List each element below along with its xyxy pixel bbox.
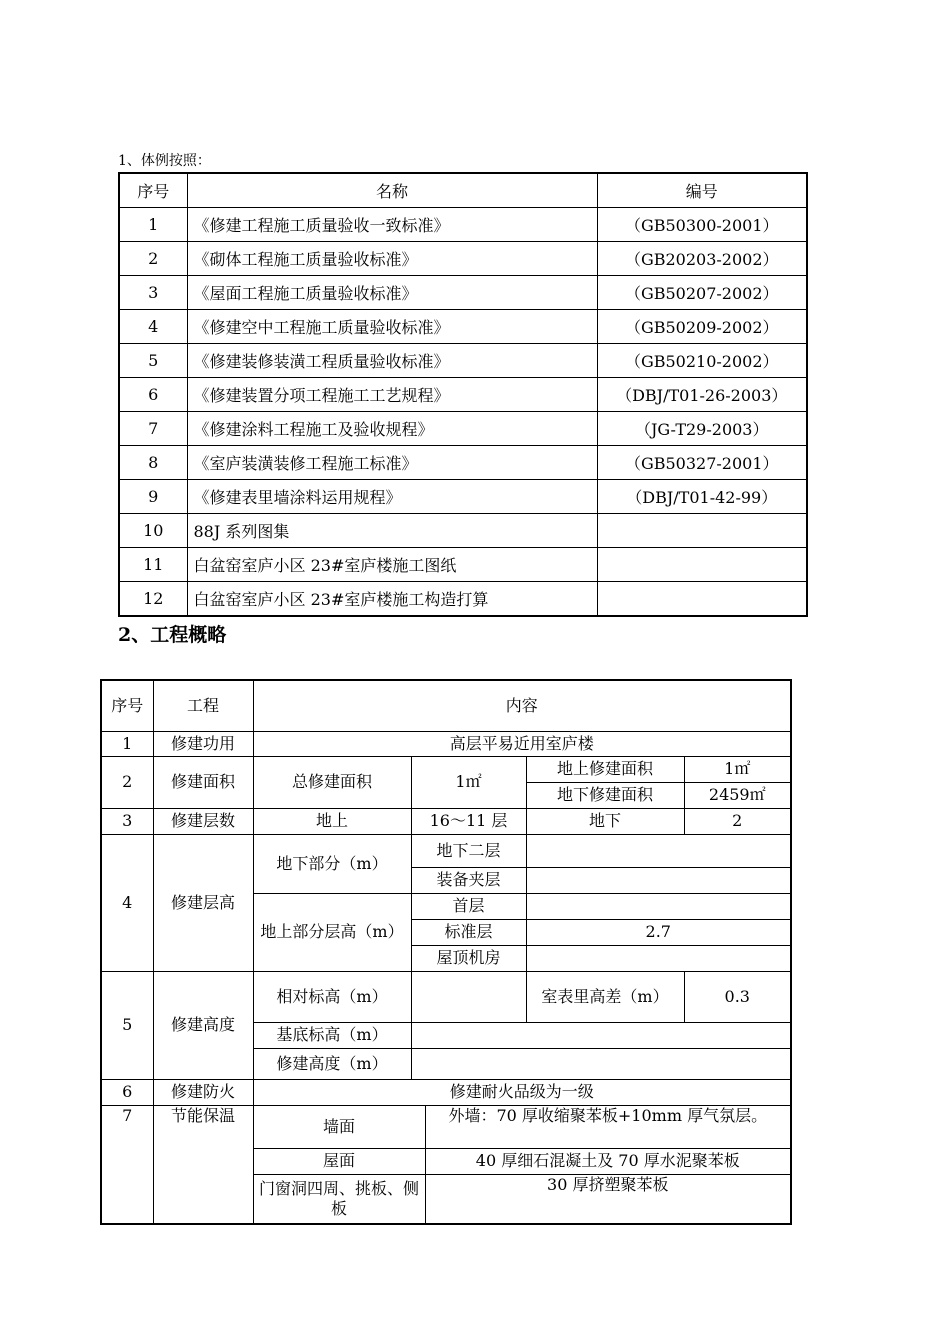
floors-above-value: 16～11 层 [411,808,526,834]
row-no: 5 [119,344,187,378]
standards-row [119,242,807,276]
row-item: 修建功用 [153,731,253,756]
roof-room-value [526,945,791,971]
row-item: 修建面积 [153,756,253,808]
row-no: 3 [119,276,187,310]
underground-label: 地下部分（m） [253,834,411,893]
row-item: 修建高度 [153,971,253,1079]
floors-below-label: 地下 [526,808,684,834]
row-no: 5 [101,971,153,1079]
below-area-value: 2459㎡ [684,782,791,808]
standard-code: （DBJ/T01-26-2003） [597,378,807,412]
header-item: 工程 [153,680,253,731]
basement-2-value [526,834,791,867]
standards-table [118,172,808,617]
row-no: 3 [101,808,153,834]
aboveground-label: 地上部分层高（m） [253,893,411,971]
standard-code: （JG-T29-2003） [597,412,807,446]
standard-name: 《室庐装潢装修工程施工标准》 [187,446,597,480]
row-content: 修建耐火品级为一级 [253,1079,791,1105]
header-name: 名称 [187,173,597,208]
row-area [101,756,791,782]
window-label: 门窗洞四周、挑板、侧板 [253,1174,425,1224]
roof-label: 屋面 [253,1148,425,1174]
standard-name: 《修建表里墙涂料运用规程》 [187,480,597,514]
row-no: 2 [119,242,187,276]
standards-header-row [119,173,807,208]
standard-floor-value: 2.7 [526,919,791,945]
row-no: 1 [101,731,153,756]
standard-code: （DBJ/T01-42-99） [597,480,807,514]
row-no: 6 [119,378,187,412]
standard-name: 《屋面工程施工质量验收标准》 [187,276,597,310]
floors-above-label: 地上 [253,808,411,834]
standard-code [597,582,807,617]
building-height-value [411,1048,791,1079]
row-no: 7 [119,412,187,446]
row-function [101,731,791,756]
row-item: 节能保温 [153,1105,253,1224]
total-area-value: 1㎡ [411,756,526,808]
standard-name: 《修建空中工程施工质量验收标准》 [187,310,597,344]
standard-code [597,514,807,548]
standards-row [119,344,807,378]
row-height [101,971,791,1022]
standard-code: （GB50300-2001） [597,208,807,242]
standard-name: 白盆窑室庐小区 23#室庐楼施工图纸 [187,548,597,582]
standards-row [119,446,807,480]
row-no: 7 [101,1105,153,1224]
relative-elevation-value [411,971,526,1022]
row-fire [101,1079,791,1105]
standards-row [119,378,807,412]
standard-name: 88J 系列图集 [187,514,597,548]
standards-row [119,310,807,344]
wall-label: 墙面 [253,1105,425,1148]
header-no: 序号 [101,680,153,731]
standard-name: 《修建装修装潢工程质量验收标准》 [187,344,597,378]
standard-name: 《修建涂料工程施工及验收规程》 [187,412,597,446]
base-elevation-value [411,1022,791,1048]
row-no: 6 [101,1079,153,1105]
row-item: 修建防火 [153,1079,253,1105]
first-floor-label: 首层 [411,893,526,919]
standard-code [597,548,807,582]
mezzanine-value [526,867,791,893]
row-no: 4 [119,310,187,344]
row-no: 1 [119,208,187,242]
row-insulation-wall [101,1105,791,1148]
overview-table [100,679,792,1225]
standards-row [119,276,807,310]
section1-caption: 1、体例按照： [118,153,211,169]
building-height-label: 修建高度（m） [253,1048,411,1079]
header-no: 序号 [119,173,187,208]
first-floor-value [526,893,791,919]
standards-row [119,412,807,446]
row-item: 修建层高 [153,834,253,971]
roof-value: 40 厚细石混凝土及 70 厚水泥聚苯板 [425,1148,791,1174]
above-area-value: 1㎡ [684,756,791,782]
total-area-label: 总修建面积 [253,756,411,808]
row-no: 4 [101,834,153,971]
standard-floor-label: 标准层 [411,919,526,945]
row-no: 8 [119,446,187,480]
basement-2-label: 地下二层 [411,834,526,867]
row-storey-height [101,834,791,867]
above-area-label: 地上修建面积 [526,756,684,782]
standard-code: （GB50209-2002） [597,310,807,344]
row-no: 11 [119,548,187,582]
standards-row [119,548,807,582]
overview-header-row [101,680,791,731]
row-no: 12 [119,582,187,617]
standards-row [119,480,807,514]
standard-code: （GB20203-2002） [597,242,807,276]
relative-elevation-label: 相对标高（m） [253,971,411,1022]
section2-heading: 2、工程概略 [118,624,227,646]
mezzanine-label: 装备夹层 [411,867,526,893]
wall-value: 外墙：70 厚收缩聚苯板+10mm 厚气氛层。 [425,1105,791,1148]
below-area-label: 地下修建面积 [526,782,684,808]
standard-name: 《修建装置分项工程施工工艺规程》 [187,378,597,412]
row-no: 10 [119,514,187,548]
row-floors [101,808,791,834]
row-no: 2 [101,756,153,808]
standards-row [119,582,807,617]
standards-row [119,208,807,242]
header-content: 内容 [253,680,791,731]
window-value: 30 厚挤塑聚苯板 [425,1174,791,1224]
standard-name: 《修建工程施工质量验收一致标准》 [187,208,597,242]
standard-code: （GB50327-2001） [597,446,807,480]
indoor-outdoor-diff-label: 室表里高差（m） [526,971,684,1022]
standard-code: （GB50207-2002） [597,276,807,310]
base-elevation-label: 基底标高（m） [253,1022,411,1048]
standard-name: 《砌体工程施工质量验收标准》 [187,242,597,276]
standard-name: 白盆窑室庐小区 23#室庐楼施工构造打算 [187,582,597,617]
roof-room-label: 屋顶机房 [411,945,526,971]
row-content: 高层平易近用室庐楼 [253,731,791,756]
standard-code: （GB50210-2002） [597,344,807,378]
header-code: 编号 [597,173,807,208]
row-no: 9 [119,480,187,514]
row-item: 修建层数 [153,808,253,834]
standards-row [119,514,807,548]
indoor-outdoor-diff-value: 0.3 [684,971,791,1022]
floors-below-value: 2 [684,808,791,834]
